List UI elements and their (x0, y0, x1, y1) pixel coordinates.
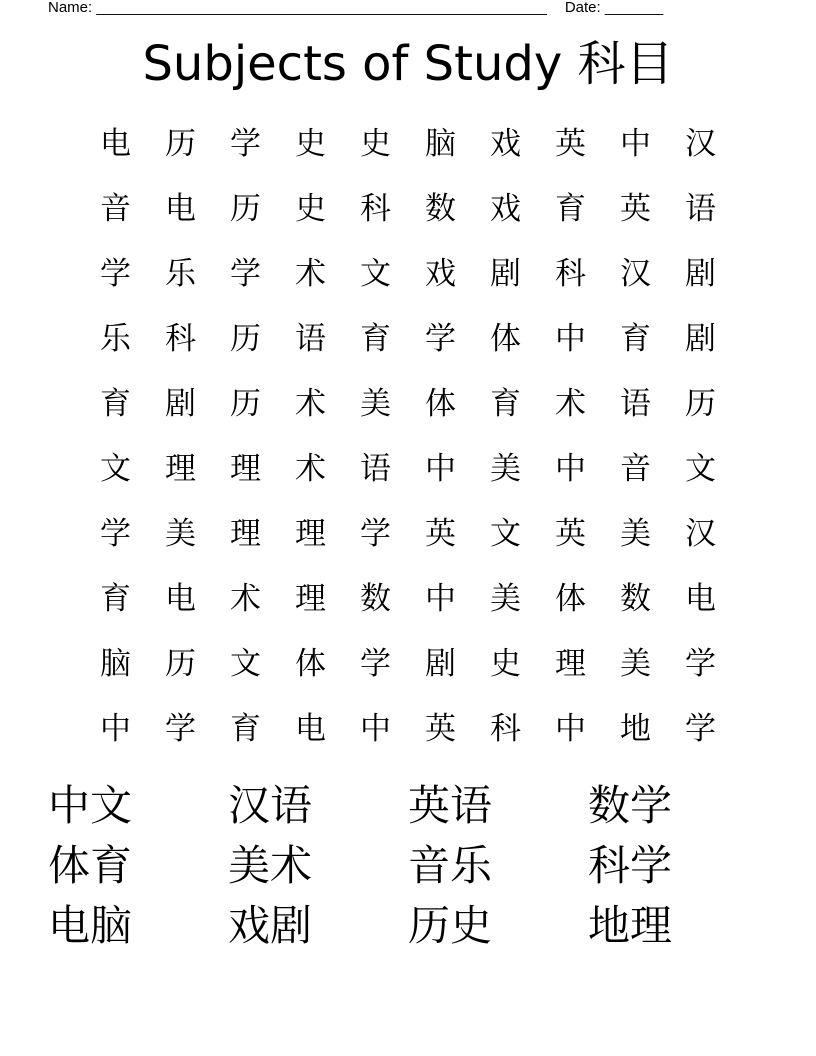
grid-cell[interactable]: 音 (620, 451, 651, 487)
grid-cell[interactable]: 育 (620, 321, 651, 357)
grid-cell[interactable]: 电 (100, 126, 131, 162)
grid-cell[interactable]: 学 (165, 711, 196, 747)
grid-cell[interactable]: 理 (230, 516, 261, 552)
grid-cell[interactable]: 美 (620, 516, 651, 552)
grid-cell[interactable]: 中 (555, 451, 586, 487)
grid-cell[interactable]: 体 (490, 321, 521, 357)
grid-cell[interactable]: 语 (360, 451, 391, 487)
grid-cell[interactable]: 英 (425, 711, 456, 747)
grid-row (83, 242, 733, 307)
word-bank (48, 776, 768, 956)
grid-cell[interactable]: 电 (165, 581, 196, 617)
word-bank-item: 历史 (408, 901, 493, 950)
grid-cell[interactable]: 术 (295, 386, 326, 422)
grid-cell[interactable]: 理 (295, 516, 326, 552)
grid-cell[interactable]: 汉 (620, 256, 651, 292)
grid-cell[interactable]: 中 (620, 126, 651, 162)
grid-row (83, 372, 733, 437)
word-bank-item: 电脑 (48, 901, 133, 950)
grid-cell[interactable]: 科 (555, 256, 586, 292)
grid-cell[interactable]: 地 (620, 711, 651, 747)
grid-cell[interactable]: 乐 (165, 256, 196, 292)
grid-cell[interactable]: 育 (100, 386, 131, 422)
word-bank-item: 地理 (588, 901, 673, 950)
worksheet-header (48, 0, 663, 18)
grid-cell[interactable]: 脑 (425, 126, 456, 162)
grid-cell[interactable]: 数 (620, 581, 651, 617)
grid-row (83, 632, 733, 697)
grid-cell[interactable]: 科 (490, 711, 521, 747)
grid-cell[interactable]: 历 (165, 126, 196, 162)
grid-cell[interactable]: 理 (230, 451, 261, 487)
grid-cell[interactable]: 文 (490, 516, 521, 552)
grid-cell[interactable]: 汉 (685, 516, 716, 552)
grid-cell[interactable]: 剧 (685, 256, 716, 292)
grid-cell[interactable]: 历 (230, 386, 261, 422)
grid-cell[interactable]: 术 (295, 451, 326, 487)
grid-cell[interactable]: 学 (230, 256, 261, 292)
grid-cell[interactable]: 文 (685, 451, 716, 487)
grid-row (83, 437, 733, 502)
grid-cell[interactable]: 电 (685, 581, 716, 617)
grid-cell[interactable]: 术 (295, 256, 326, 292)
grid-cell[interactable]: 美 (360, 386, 391, 422)
grid-cell[interactable]: 学 (685, 711, 716, 747)
grid-cell[interactable]: 数 (360, 581, 391, 617)
grid-cell[interactable]: 历 (230, 191, 261, 227)
grid-cell[interactable]: 美 (165, 516, 196, 552)
grid-cell[interactable]: 育 (490, 386, 521, 422)
grid-cell[interactable]: 中 (555, 711, 586, 747)
grid-row (83, 307, 733, 372)
word-bank-row (48, 896, 768, 956)
grid-cell[interactable]: 英 (425, 516, 456, 552)
grid-row (83, 177, 733, 242)
grid-cell[interactable]: 美 (490, 581, 521, 617)
grid-row (83, 502, 733, 567)
grid-cell[interactable]: 中 (555, 321, 586, 357)
grid-cell[interactable]: 体 (425, 386, 456, 422)
grid-cell[interactable]: 语 (620, 386, 651, 422)
word-bank-item: 中文 (48, 781, 133, 830)
grid-cell[interactable]: 乐 (100, 321, 131, 357)
grid-cell[interactable]: 学 (230, 126, 261, 162)
grid-cell[interactable]: 文 (230, 646, 261, 682)
grid-cell[interactable]: 文 (100, 451, 131, 487)
grid-cell[interactable]: 美 (490, 451, 521, 487)
grid-cell[interactable]: 剧 (490, 256, 521, 292)
word-bank-item: 汉语 (228, 781, 313, 830)
grid-cell[interactable]: 中 (425, 451, 456, 487)
word-search-grid (83, 112, 733, 762)
grid-cell[interactable]: 汉 (685, 126, 716, 162)
grid-cell[interactable]: 历 (165, 646, 196, 682)
word-bank-item: 美术 (228, 841, 313, 890)
grid-row (83, 697, 733, 762)
grid-cell[interactable]: 术 (555, 386, 586, 422)
grid-cell[interactable]: 数 (425, 191, 456, 227)
grid-cell[interactable]: 中 (360, 711, 391, 747)
grid-cell[interactable]: 学 (685, 646, 716, 682)
grid-cell[interactable]: 剧 (165, 386, 196, 422)
grid-cell[interactable]: 英 (555, 126, 586, 162)
grid-cell[interactable]: 戏 (425, 256, 456, 292)
grid-cell[interactable]: 学 (360, 646, 391, 682)
word-bank-item: 科学 (588, 841, 673, 890)
grid-cell[interactable]: 育 (360, 321, 391, 357)
word-bank-item: 戏剧 (228, 901, 313, 950)
grid-cell[interactable]: 中 (425, 581, 456, 617)
grid-row (83, 567, 733, 632)
grid-cell[interactable]: 育 (100, 581, 131, 617)
word-bank-row (48, 776, 768, 836)
grid-cell[interactable]: 学 (100, 516, 131, 552)
grid-cell[interactable]: 戏 (490, 126, 521, 162)
grid-cell[interactable]: 英 (620, 191, 651, 227)
grid-cell[interactable]: 语 (685, 191, 716, 227)
grid-cell[interactable]: 理 (165, 451, 196, 487)
grid-cell[interactable]: 学 (425, 321, 456, 357)
grid-cell[interactable]: 体 (555, 581, 586, 617)
grid-cell[interactable]: 戏 (490, 191, 521, 227)
grid-cell[interactable]: 英 (555, 516, 586, 552)
grid-cell[interactable]: 史 (295, 191, 326, 227)
name-field-label: Name: ______________________________________________________ (48, 0, 547, 16)
word-bank-item: 数学 (588, 781, 673, 830)
grid-cell[interactable]: 术 (230, 581, 261, 617)
grid-row (83, 112, 733, 177)
grid-cell[interactable]: 科 (360, 191, 391, 227)
grid-cell[interactable]: 中 (100, 711, 131, 747)
grid-cell[interactable]: 历 (230, 321, 261, 357)
grid-cell[interactable]: 学 (360, 516, 391, 552)
date-field-label: Date: _______ (564, 0, 664, 16)
grid-cell[interactable]: 体 (295, 646, 326, 682)
page-title: Subjects of Study 科目 (142, 36, 674, 92)
grid-cell[interactable]: 史 (490, 646, 521, 682)
grid-cell[interactable]: 科 (165, 321, 196, 357)
word-bank-item: 英语 (408, 781, 493, 830)
word-bank-item: 体育 (48, 841, 133, 890)
grid-cell[interactable]: 语 (295, 321, 326, 357)
grid-cell[interactable]: 育 (555, 191, 586, 227)
grid-cell[interactable]: 理 (295, 581, 326, 617)
grid-cell[interactable]: 学 (100, 256, 131, 292)
grid-cell[interactable]: 脑 (100, 646, 131, 682)
grid-cell[interactable]: 音 (100, 191, 131, 227)
grid-cell[interactable]: 电 (295, 711, 326, 747)
grid-cell[interactable]: 史 (360, 126, 391, 162)
grid-cell[interactable]: 文 (360, 256, 391, 292)
word-bank-item: 音乐 (408, 841, 493, 890)
grid-cell[interactable]: 史 (295, 126, 326, 162)
grid-cell[interactable]: 美 (620, 646, 651, 682)
grid-cell[interactable]: 历 (685, 386, 716, 422)
grid-cell[interactable]: 剧 (685, 321, 716, 357)
grid-cell[interactable]: 育 (230, 711, 261, 747)
grid-cell[interactable]: 电 (165, 191, 196, 227)
word-bank-row (48, 836, 768, 896)
grid-cell[interactable]: 理 (555, 646, 586, 682)
grid-cell[interactable]: 剧 (425, 646, 456, 682)
